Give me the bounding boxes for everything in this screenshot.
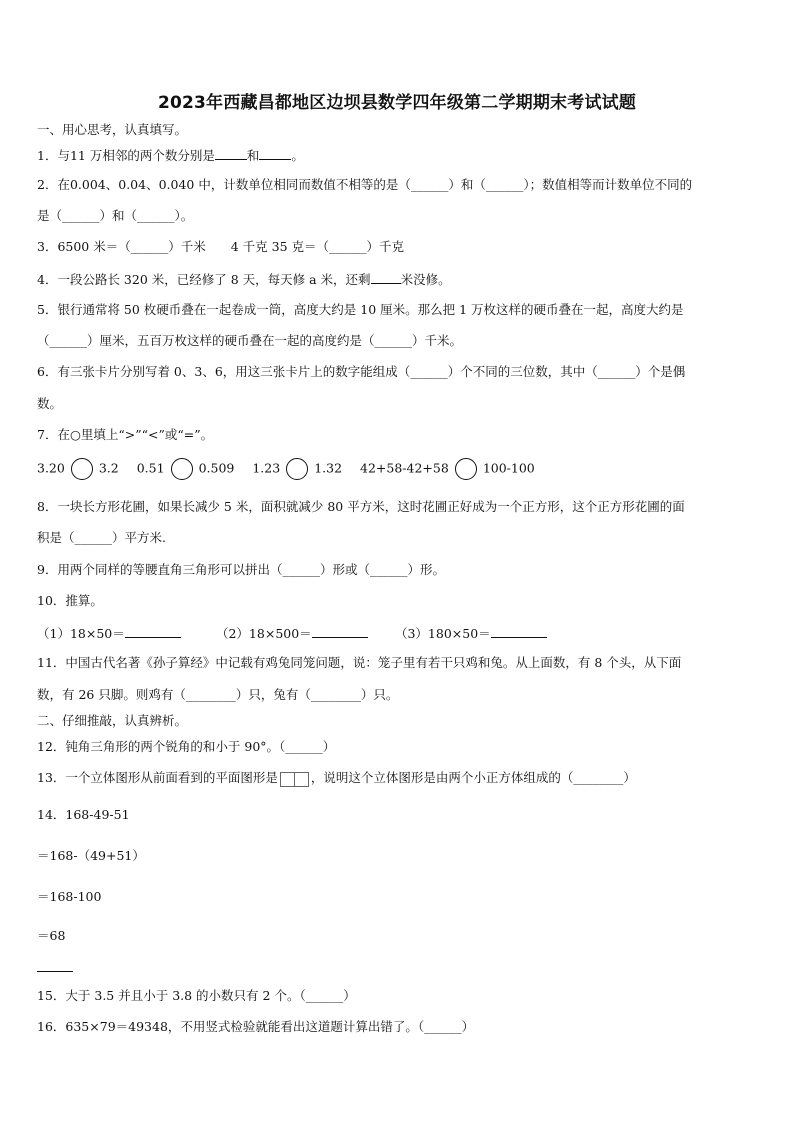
question-13	[37, 770, 636, 787]
question-4-text-a: 4．一段公路长 320 米，已经修了 8 天，每天修 a 米，还剩	[37, 272, 371, 287]
question-5-line-2: （______）厘米，五百万枚这样的硬币叠在一起的高度约是（______）千米。	[37, 333, 463, 348]
square-shape	[294, 772, 309, 787]
square-shape	[280, 772, 295, 787]
estimation-item	[395, 624, 547, 642]
question-6-line-2: 数。	[37, 396, 63, 411]
estimation-expr: （3）180×50＝	[394, 626, 491, 641]
comparison-right: 1.32	[314, 460, 343, 476]
question-1	[37, 147, 304, 164]
question-11-line-1: 11．中国古代名著《孙子算经》中记载有鸡兔同笼问题，说：笼子里有若干只鸡和兔。从上面数，有 8 个头，从下面	[37, 655, 682, 670]
comparison-right: 3.2	[98, 460, 119, 476]
estimation-item	[216, 624, 391, 642]
question-1-text-c: 。	[291, 148, 304, 163]
question-13-text-b: ，说明这个立体图形是由两个小正方体组成的（________）	[310, 770, 636, 785]
estimation-expr: （2）18×500＝	[215, 626, 312, 641]
question-1-text-a: 1．与11 万相邻的两个数分别是	[37, 148, 215, 163]
answer-blank[interactable]	[491, 625, 547, 638]
question-14-line-3: ＝168-100	[37, 889, 102, 904]
comparison-item	[137, 458, 235, 480]
question-11-line-2: 数，有 26 只脚。则鸡有（________）只，兔有（________）只。	[37, 687, 399, 702]
question-8-line-2: 积是（______）平方米.	[37, 530, 166, 545]
comparison-right: 0.509	[198, 460, 235, 476]
question-14-line-4: ＝68	[37, 928, 66, 943]
two-squares-figure	[280, 771, 309, 787]
question-2-line-2: 是（______）和（______）。	[37, 208, 194, 223]
question-5-line-1: 5．银行通常将 50 枚硬币叠在一起卷成一筒，高度大约是 10 厘米。那么把 1 万枚这样的硬币叠在一起，高度大约是	[37, 302, 684, 317]
question-13-text-a: 13．一个立体图形从前面看到的平面图形是	[37, 770, 278, 785]
comparison-left: 0.51	[136, 460, 165, 476]
comparison-item	[37, 458, 119, 480]
question-4	[37, 271, 451, 288]
question-4-text-b: 米没修。	[400, 272, 451, 287]
question-8-line-1: 8．一块长方形花圃，如果长减少 5 米，面积就减少 80 平方米，这时花圃正好成为一个正方形，这个正方形花圃的面	[37, 499, 685, 514]
question-3: 3．6500 米＝（______）千米 4 千克 35 克＝（______）千克	[37, 239, 405, 254]
exam-title: 2023年西藏昌都地区边坝县数学四年级第二学期期末考试试题	[157, 93, 637, 113]
estimation-row	[37, 624, 547, 642]
comparison-row	[37, 458, 549, 480]
question-14-line-1: 14．168-49-51	[37, 807, 130, 822]
question-2-line-1: 2．在0.004、0.04、0.040 中，计数单位相同而数值不相等的是（______）和（______）；数值相等而计数单位不同的	[37, 177, 693, 192]
question-6-line-1: 6．有三张卡片分别写着 0、3、6，用这三张卡片上的数字能组成（______）个不同的三位数，其中（______）个是偶	[37, 364, 686, 379]
question-15: 15．大于 3.5 并且小于 3.8 的小数只有 2 个。（______）	[37, 988, 356, 1003]
answer-line[interactable]	[37, 971, 73, 972]
question-12: 12．钝角三角形的两个锐角的和小于 90°。（______）	[37, 739, 336, 754]
comparison-left: 42+58-42+58	[360, 460, 449, 476]
section-heading-1: 一、用心思考，认真填写。	[37, 122, 188, 137]
question-14-line-2: ＝168-（49+51）	[37, 848, 145, 863]
estimation-item	[37, 624, 212, 642]
comparison-circle[interactable]	[455, 458, 477, 480]
section-heading-2: 二、仔细推敲，认真辨析。	[37, 713, 188, 728]
comparison-left: 1.23	[252, 460, 281, 476]
answer-blank[interactable]	[259, 147, 291, 160]
question-7: 7．在○里填上“>”“<”或“=”。	[37, 427, 214, 442]
question-10: 10．推算。	[37, 593, 103, 608]
comparison-item	[360, 458, 535, 480]
answer-blank[interactable]	[371, 271, 401, 284]
comparison-circle[interactable]	[171, 458, 193, 480]
question-1-text-b: 和	[246, 148, 260, 163]
comparison-circle[interactable]	[71, 458, 93, 480]
comparison-right: 100-100	[482, 460, 535, 476]
comparison-item	[252, 458, 342, 480]
answer-blank[interactable]	[215, 147, 247, 160]
question-9: 9．用两个同样的等腰直角三角形可以拼出（______）形或（______）形。	[37, 562, 445, 577]
answer-blank[interactable]	[312, 625, 368, 638]
estimation-expr: （1）18×50＝	[37, 626, 125, 641]
answer-blank[interactable]	[125, 625, 181, 638]
comparison-left: 3.20	[37, 460, 65, 476]
question-16: 16．635×79＝49348，不用竖式检验就能看出这道题计算出错了。（______）	[37, 1019, 475, 1034]
comparison-circle[interactable]	[286, 458, 308, 480]
